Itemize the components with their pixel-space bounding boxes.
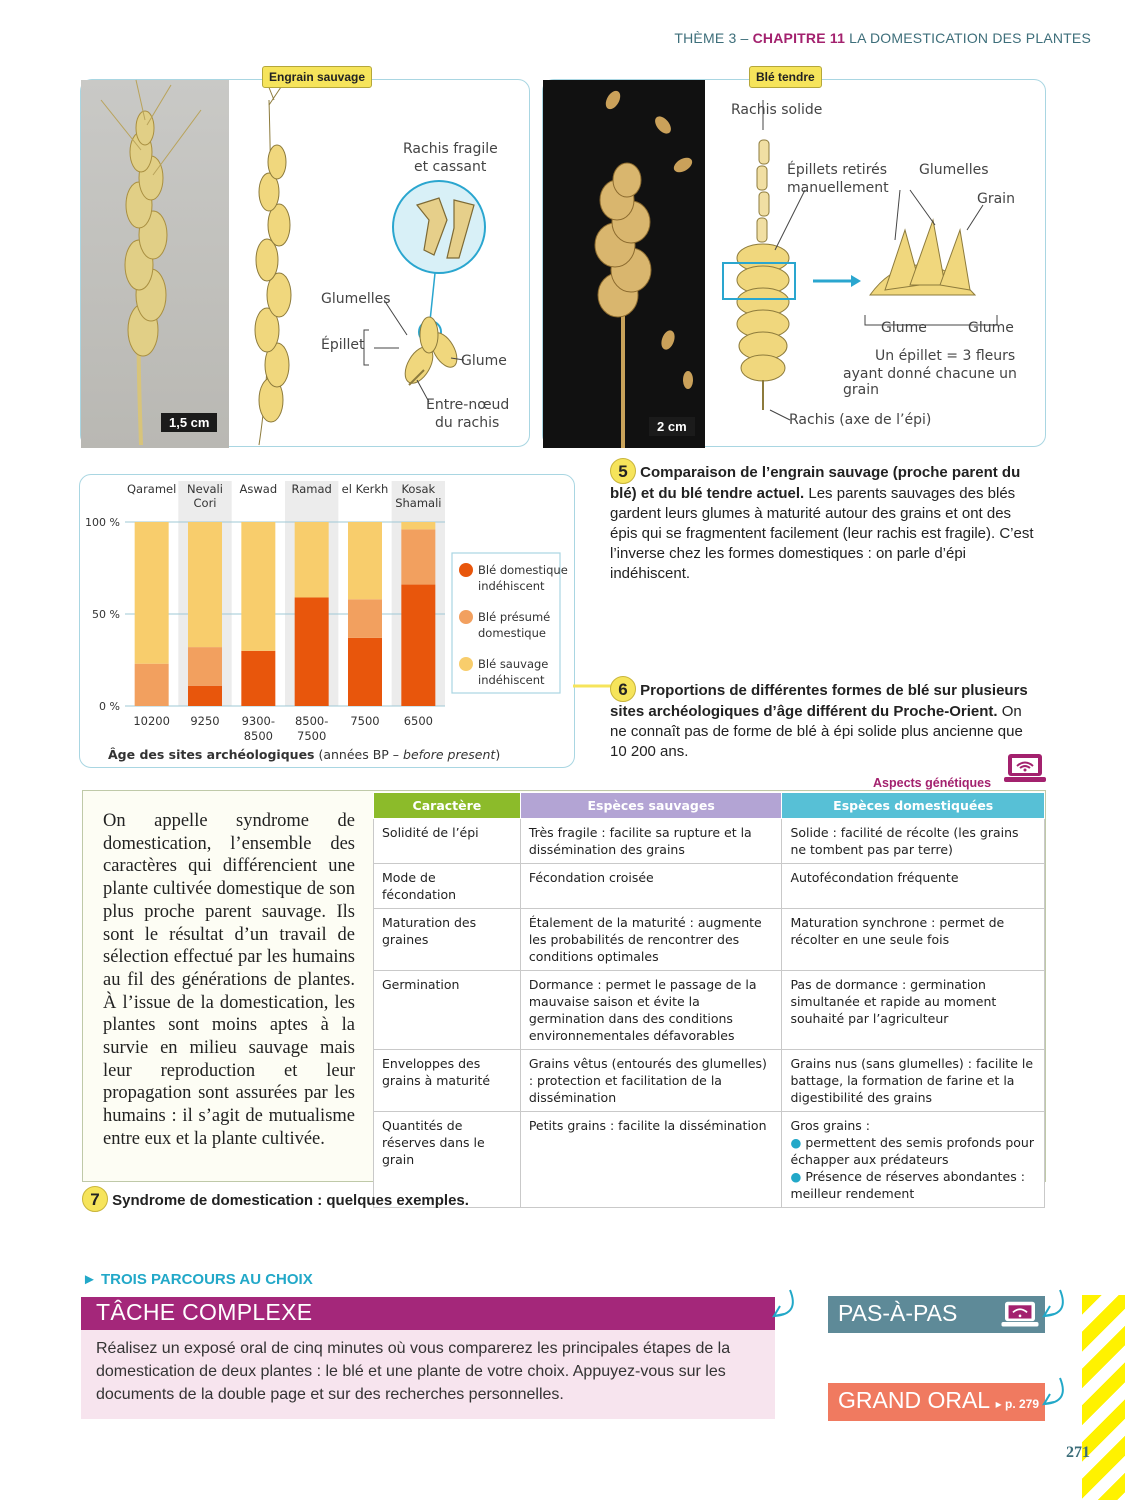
- parcours-heading: [82, 1271, 313, 1288]
- table-row: [374, 864, 1045, 909]
- syndrome-table: [373, 792, 1045, 1208]
- cell-caractere: Mode de fécondation: [374, 864, 521, 909]
- label-glume-right: Glume: [968, 320, 1014, 336]
- cell-sauvage: Grains vêtus (entourés des glumelles) : protection et facilitation de la dissémination: [520, 1050, 782, 1112]
- label-rachis-solide: Rachis solide: [731, 102, 823, 118]
- bar-segment: [135, 664, 169, 706]
- cell-domestique: Solide : facilité de récolte (les grains ne tombent pas par terre): [782, 819, 1045, 864]
- legend-entry: Blé domestique: [478, 563, 568, 577]
- laptop-wifi-icon[interactable]: [1000, 1300, 1040, 1330]
- scale-bar-ble: 2 cm: [649, 417, 695, 436]
- bar-segment: [348, 522, 382, 599]
- label-du-rachis: du rachis: [435, 415, 500, 431]
- page-number: 271: [1066, 1444, 1090, 1461]
- site-label: Kosak: [401, 482, 436, 496]
- theme-label: THÈME 3 –: [674, 30, 753, 46]
- y-tick-label: 0 %: [99, 700, 120, 713]
- site-label: Shamali: [395, 496, 442, 510]
- cell-caractere: Maturation des graines: [374, 909, 521, 971]
- doc-number-6: 6: [610, 676, 636, 702]
- site-label: Nevali: [187, 482, 223, 496]
- table-row: [374, 971, 1045, 1050]
- cell-sauvage: Dormance : permet le passage de la mauvaise saison et évite la germination dans des conditions environnementales défavorables: [520, 971, 782, 1050]
- x-tick-label: 9250: [190, 714, 220, 728]
- caption5-title: Comparaison de l’engrain sauvage (proche parent du blé) et du blé tendre actuel.: [610, 464, 1021, 502]
- label-glume-left: Glume: [881, 320, 927, 336]
- label-epillet: Épillet: [321, 337, 365, 353]
- table-row: [374, 819, 1045, 864]
- bar-segment: [135, 522, 169, 664]
- engrain-tag: Engrain sauvage: [262, 66, 372, 88]
- grand-oral-page-ref: ▸ p. 279: [995, 1397, 1040, 1411]
- x-tick-label: 10200: [133, 714, 170, 728]
- engrain-spike-photo-icon: [81, 80, 229, 448]
- running-header: [674, 30, 1091, 46]
- parcours-label: TROIS PARCOURS AU CHOIX: [101, 1271, 313, 1288]
- x-axis-label: Âge des sites archéologiques (années BP – before present): [108, 747, 501, 762]
- bullet-item: [790, 1134, 1036, 1168]
- legend-entry: Blé présumé: [478, 610, 551, 624]
- label-epillet-3-fleurs: Un épillet = 3 fleurs: [875, 348, 1016, 364]
- legend-swatch: [459, 657, 473, 671]
- ble-spike-photo-icon: [543, 80, 705, 448]
- bullet-icon: ●: [790, 1169, 802, 1184]
- label-epillets-retires: Épillets retirés: [787, 162, 888, 178]
- caption-doc5: [610, 458, 1040, 584]
- x-tick-label: 8500-: [294, 714, 329, 728]
- bar-segment: [401, 529, 435, 584]
- site-label: el Kerkh: [341, 482, 389, 496]
- bar-segment: [295, 522, 329, 597]
- site-label: Cori: [193, 496, 217, 510]
- x-tick-label: 9300-: [241, 714, 276, 728]
- bullet-text: permettent des semis profonds pour échapper aux prédateurs: [790, 1135, 1034, 1167]
- table-row: [374, 1050, 1045, 1112]
- cell-caractere: Enveloppes des grains à maturité: [374, 1050, 521, 1112]
- arrow-curl-icon: [770, 1284, 800, 1320]
- laptop-wifi-icon[interactable]: [1003, 752, 1047, 786]
- bullet-text: Présence de réserves abondantes : meilleur rendement: [790, 1169, 1025, 1201]
- cell-domestique: [782, 1112, 1045, 1208]
- bar-segment: [401, 522, 435, 529]
- legend-swatch: [459, 610, 473, 624]
- bar-segment: [188, 647, 222, 686]
- col-header-caractere: Caractère: [374, 793, 521, 819]
- caption6-title: Proportions de différentes formes de blé sur plusieurs sites archéologiques d’âge différent du Proche-Orient.: [610, 682, 1028, 720]
- ble-tendre-tag: Blé tendre: [749, 66, 822, 88]
- cell-caractere: Germination: [374, 971, 521, 1050]
- bar-segment: [241, 522, 275, 651]
- caption7-title: Syndrome de domestication : quelques exemples.: [112, 1192, 469, 1209]
- aspects-genetiques-link[interactable]: Aspects génétiques: [873, 776, 992, 790]
- legend-entry: indéhiscent: [478, 579, 545, 593]
- bar-segment: [348, 638, 382, 706]
- connector-line: [573, 683, 613, 689]
- legend-entry: indéhiscent: [478, 673, 545, 687]
- cell-caractere: Solidité de l’épi: [374, 819, 521, 864]
- cell-caractere: Quantités de réserves dans le grain: [374, 1112, 521, 1208]
- site-label: Ramad: [291, 482, 332, 496]
- arrow-curl-icon: [1040, 1372, 1070, 1408]
- hazard-stripes: [1082, 1295, 1125, 1500]
- engrain-drawing-icon: [229, 80, 529, 448]
- label-grain: Grain: [977, 191, 1015, 207]
- label-et-cassant: et cassant: [414, 159, 487, 175]
- chart-panel: [79, 474, 575, 768]
- y-tick-label: 100 %: [85, 516, 120, 529]
- label-glumelles: Glumelles: [321, 291, 391, 307]
- cell-domestique: Autofécondation fréquente: [782, 864, 1045, 909]
- table-row: [374, 909, 1045, 971]
- doc-number-5: 5: [610, 458, 636, 484]
- cell-domestique: Maturation synchrone : permet de récolter en une seule fois: [782, 909, 1045, 971]
- cell-sauvage: Petits grains : facilite la dissémination: [520, 1112, 782, 1208]
- grand-oral-button[interactable]: [828, 1383, 1045, 1421]
- caption-doc6: [610, 676, 1040, 762]
- syndrome-definition: On appelle syndrome de domestication, l’ensemble des caractères qui différencient une plante cultivée domestique de son plus proche parent sauvage. Ils sont le résultat d’un travail de sélection effectué par les humains au fil des générations de plantes. À l’issue de la domestication, les plantes sont moins aptes à la survie en milieu sauvage mais leur reproduction et leur propagation sont assurées par les humains : il s’agit de mutualisme entre eux et la plante cultivée.: [103, 811, 355, 1149]
- chapter-title: LA DOMESTICATION DES PLANTES: [845, 30, 1091, 46]
- bar-segment: [401, 585, 435, 706]
- cell-domestique: Grains nus (sans glumelles) : facilite le battage, la formation de farine et la digestibilité des grains: [782, 1050, 1045, 1112]
- label-rachis-axe: Rachis (axe de l’épi): [789, 412, 932, 428]
- x-tick-label: 7500: [350, 714, 380, 728]
- site-label: Aswad: [239, 482, 278, 496]
- col-header-domestiquees: Espèces domestiquées: [782, 793, 1045, 819]
- bar-segment: [348, 599, 382, 638]
- cell-sauvage: Très fragile : facilite sa rupture et la dissémination des grains: [520, 819, 782, 864]
- wheat-proportions-chart: [80, 475, 576, 769]
- caption6-text: On ne connaît pas de forme de blé à épi solide plus ancienne que 10 200 ans.: [610, 703, 1023, 760]
- cell-sauvage: Étalement de la maturité : augmente les probabilités de rencontrer des conditions optimales: [520, 909, 782, 971]
- legend-swatch: [459, 563, 473, 577]
- label-glumelles-ble: Glumelles: [919, 162, 989, 178]
- site-label: Qaramel: [126, 482, 177, 496]
- bullet-item: [790, 1168, 1036, 1202]
- scale-bar-engrain: 1,5 cm: [161, 413, 217, 432]
- arrow-curl-icon: [1040, 1284, 1070, 1320]
- bar-segment: [188, 686, 222, 706]
- col-header-sauvages: Espèces sauvages: [520, 793, 782, 819]
- bar-segment: [295, 597, 329, 706]
- pas-a-pas-label: PAS-À-PAS: [838, 1300, 958, 1326]
- doc-number-7: 7: [82, 1186, 108, 1212]
- bar-segment: [241, 651, 275, 706]
- grand-oral-label: GRAND ORAL: [838, 1387, 990, 1413]
- x-tick-label: 8500: [243, 729, 273, 743]
- label-grain-chacune: ayant donné chacune un grain: [843, 366, 1017, 398]
- ble-photo: [543, 80, 705, 448]
- caption5-text: Les parents sauvages des blés gardent leurs glumes à maturité autour des grains et ont des épis qui se fragmentent facilement (leur rachis est fragile). C’est l’inverse chez les formes domestiques : on parle d’épi indéhiscent.: [610, 485, 1034, 582]
- x-tick-label: 7500: [297, 729, 327, 743]
- label-rachis-fragile: Rachis fragile: [403, 141, 498, 157]
- cell-domestique: Pas de dormance : germination simultanée et rapide au moment souhaité par l’agriculteur: [782, 971, 1045, 1050]
- y-tick-label: 50 %: [92, 608, 120, 621]
- x-tick-label: 6500: [403, 714, 433, 728]
- engrain-panel: [80, 70, 530, 447]
- legend-entry: Blé sauvage: [478, 657, 549, 671]
- legend-entry: domestique: [478, 626, 546, 640]
- triangle-right-icon: ►: [82, 1271, 102, 1288]
- tache-complexe-title: TÂCHE COMPLEXE: [81, 1297, 775, 1330]
- label-manuellement: manuellement: [787, 180, 889, 196]
- cell-domestique-head: Gros grains :: [790, 1118, 870, 1133]
- label-glume: Glume: [461, 353, 507, 369]
- tache-complexe-text: Réalisez un exposé oral de cinq minutes où vous comparerez les principales étapes de la domestication de deux plantes : le blé et une plante de votre choix. Appuyez-vous sur les documents de la double page et sur des recherches personnelles.: [81, 1330, 775, 1419]
- engrain-photo: [81, 80, 229, 448]
- ble-tendre-panel: [542, 70, 1046, 447]
- label-entre-noeud: Entre-nœud: [426, 397, 510, 413]
- bullet-icon: ●: [790, 1135, 802, 1150]
- caption-doc7: [82, 1186, 782, 1212]
- chapter-label: CHAPITRE 11: [752, 30, 846, 46]
- cell-sauvage: Fécondation croisée: [520, 864, 782, 909]
- bar-segment: [188, 522, 222, 647]
